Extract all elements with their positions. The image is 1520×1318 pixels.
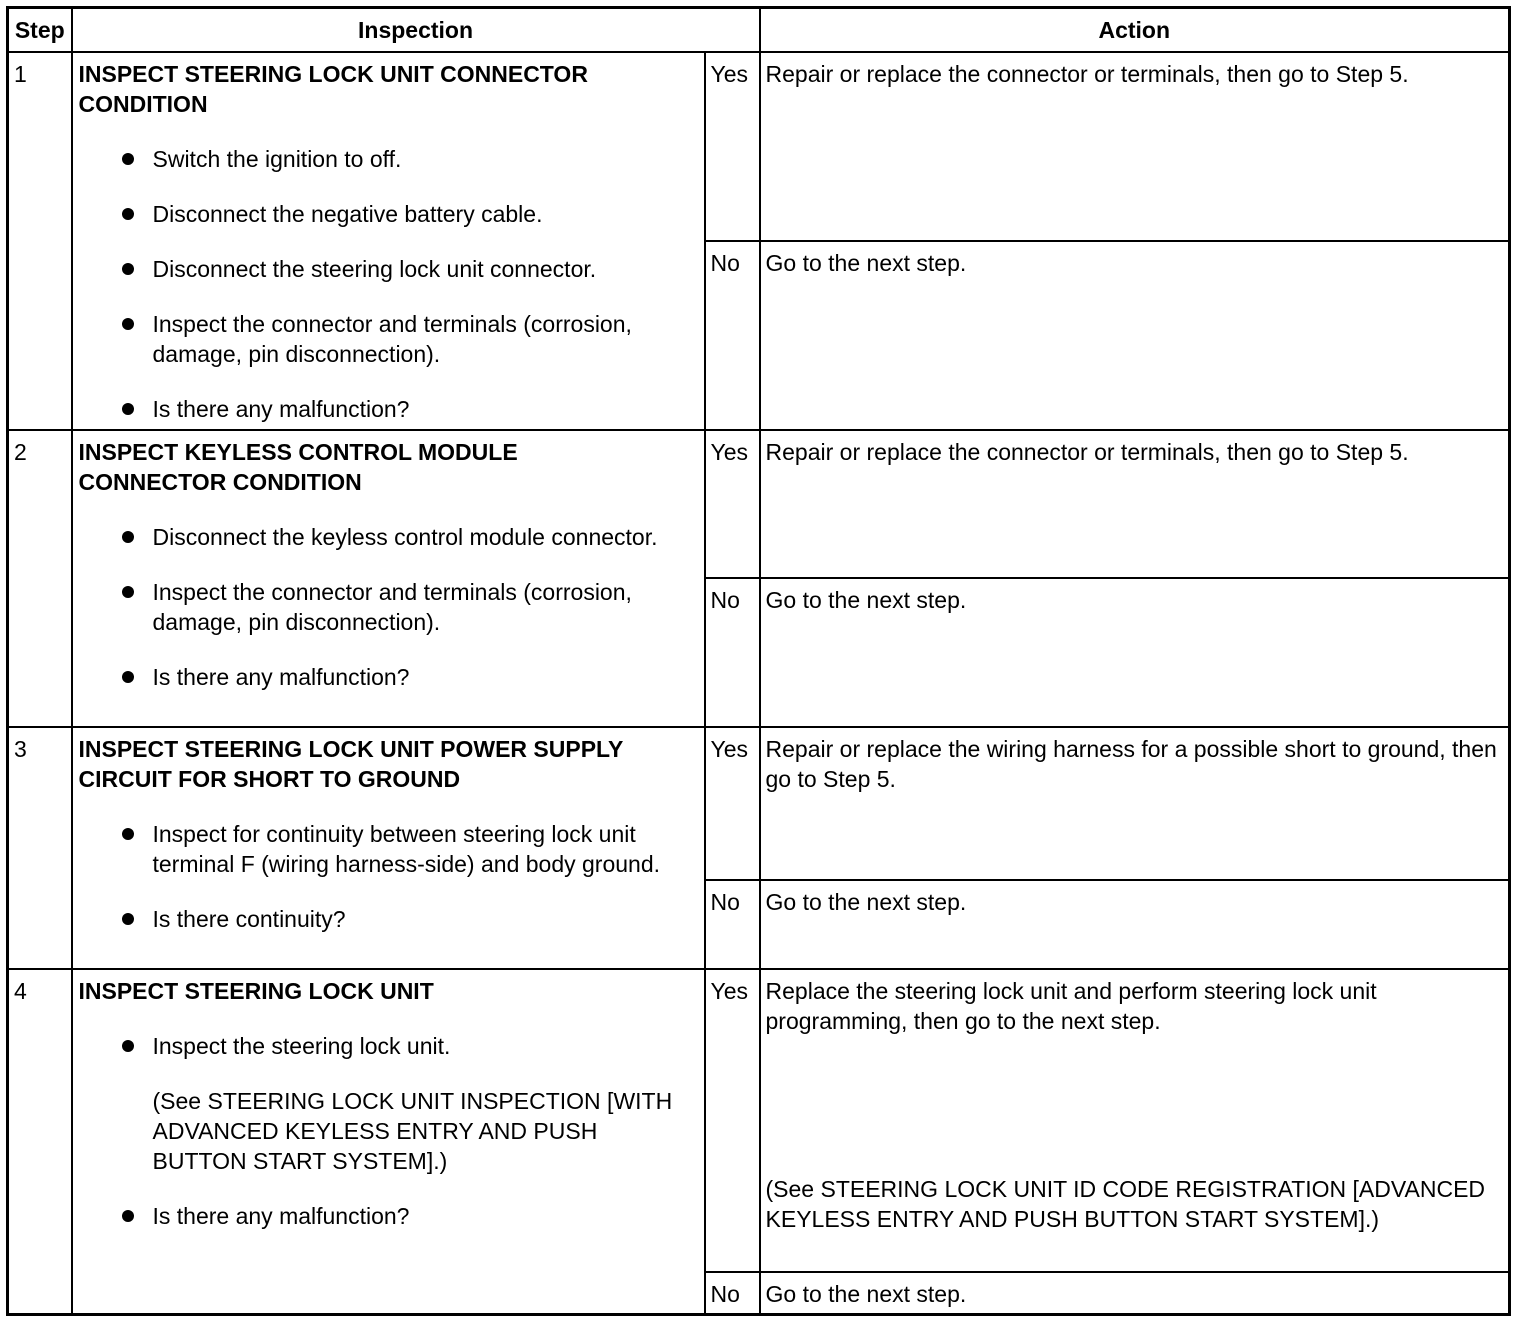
inspection-list [79,522,698,692]
bullet-icon [122,208,134,220]
bullet-icon [122,671,134,683]
yes-action: Repair or replace the wiring harness for a possible short to ground, then go to Step 5. [760,727,1510,880]
inspection-title: INSPECT KEYLESS CONTROL MODULE CONNECTOR CONDITION [78,439,518,495]
list-item: Is there continuity? [79,904,698,934]
list-item: Disconnect the steering lock unit connector. [79,254,698,284]
inspection-title: INSPECT STEERING LOCK UNIT POWER SUPPLY CIRCUIT FOR SHORT TO GROUND [78,736,624,792]
yes-label: Yes [705,969,760,1272]
bullet-icon [122,586,134,598]
no-label: No [705,241,760,430]
reference-note: (See STEERING LOCK UNIT ID CODE REGISTRATION [ADVANCED KEYLESS ENTRY AND PUSH BUTTON START SYSTEM].) [765,1176,1486,1232]
step-3-yes-row [8,727,1510,880]
inspection-list [79,819,698,934]
yes-action: Replace the steering lock unit and perform steering lock unit programming, then go to the next step. [765,978,1377,1034]
bullet-icon [122,1210,134,1222]
list-item: Disconnect the negative battery cable. [79,199,698,229]
bullet-icon [122,318,134,330]
step-1-yes-row [8,52,1510,241]
no-label: No [705,578,760,727]
list-item: Is there any malfunction? [79,394,698,424]
inspection-list [79,1201,698,1231]
inspection-cell [72,430,705,727]
list-item: Disconnect the keyless control module connector. [79,522,698,552]
bullet-icon [122,531,134,543]
step-2-yes-row [8,430,1510,578]
bullet-icon [122,828,134,840]
list-item: Inspect the steering lock unit. [79,1031,698,1061]
inspection-cell [72,52,705,430]
step-number: 1 [8,52,72,430]
header-step: Step [8,8,72,53]
inspection-title: INSPECT STEERING LOCK UNIT [78,978,434,1004]
step-number: 3 [8,727,72,969]
yes-action-cell [760,969,1510,1272]
yes-action: Repair or replace the connector or terminals, then go to Step 5. [760,52,1510,241]
bullet-icon [122,153,134,165]
inspection-cell [72,727,705,969]
list-item: Is there any malfunction? [79,1201,698,1231]
no-label: No [705,1272,760,1314]
bullet-icon [122,403,134,415]
list-item: Switch the ignition to off. [79,144,698,174]
yes-label: Yes [705,430,760,578]
inspection-list [79,1031,698,1061]
no-action: Go to the next step. [760,880,1510,969]
list-item: Inspect for continuity between steering lock unit terminal F (wiring harness-side) and body ground. [79,819,698,879]
inspection-list [79,144,698,424]
no-action: Go to the next step. [760,1272,1510,1314]
no-action: Go to the next step. [760,241,1510,430]
bullet-icon [122,263,134,275]
yes-label: Yes [705,52,760,241]
reference-note: (See STEERING LOCK UNIT INSPECTION [WITH ADVANCED KEYLESS ENTRY AND PUSH BUTTON START SYSTEM].) [152,1088,673,1174]
yes-label: Yes [705,727,760,880]
step-number: 4 [8,969,72,1314]
inspection-cell [72,969,705,1314]
list-item: Inspect the connector and terminals (corrosion, damage, pin disconnection). [79,309,698,369]
step-4-yes-row [8,969,1510,1272]
inspection-title: INSPECT STEERING LOCK UNIT CONNECTOR CONDITION [78,61,588,117]
bullet-icon [122,913,134,925]
header-inspection: Inspection [72,8,760,53]
list-item: Is there any malfunction? [79,662,698,692]
step-number: 2 [8,430,72,727]
bullet-icon [122,1040,134,1052]
no-action: Go to the next step. [760,578,1510,727]
no-label: No [705,880,760,969]
yes-action: Repair or replace the connector or terminals, then go to Step 5. [760,430,1510,578]
diagnostic-table [6,6,1511,1316]
list-item: Inspect the connector and terminals (corrosion, damage, pin disconnection). [79,577,698,637]
header-action: Action [760,8,1510,53]
header-row [8,8,1510,53]
